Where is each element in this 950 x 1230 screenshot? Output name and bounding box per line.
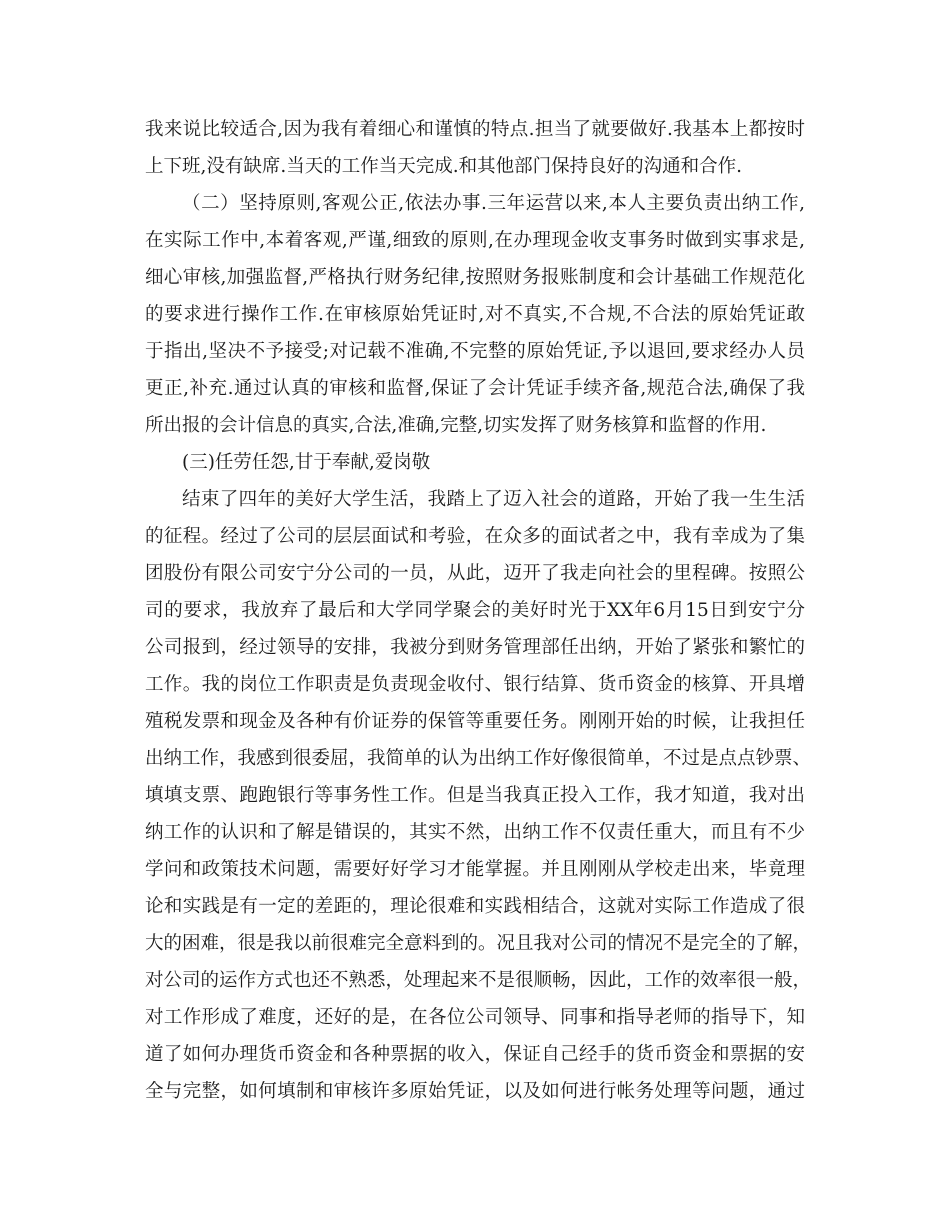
body-text-line: 司的要求，我放弃了最后和大学同学聚会的美好时光于XX年6月15日到安宁分 (145, 600, 805, 621)
body-text-line: 纳工作的认识和了解是错误的，其实不然，出纳工作不仅责任重大，而且有不少 (145, 822, 805, 843)
body-text-line: 填填支票、跑跑银行等事务性工作。但是当我真正投入工作，我才知道，我对出 (145, 785, 805, 806)
body-text-line: 在实际工作中,本着客观,严谨,细致的原则,在办理现金收支事务时做到实事求是, (145, 230, 805, 251)
body-text-line: 道了如何办理货币资金和各种票据的收入，保证自己经手的货币资金和票据的安 (145, 1044, 805, 1065)
body-text-line: 上下班,没有缺席.当天的工作当天完成.和其他部门保持良好的沟通和合作. (145, 156, 743, 177)
body-text-line: 学问和政策技术问题，需要好好学习才能掌握。并且刚刚从学校走出来，毕竟理 (145, 859, 805, 880)
body-text-line: 大的困难，很是我以前很难完全意料到的。况且我对公司的情况不是完全的了解， (145, 933, 812, 954)
section-heading-line: （二）坚持原则,客观公正,依法办事.三年运营以来,本人主要负责出纳工作, (182, 193, 805, 214)
body-text-line: 更正,补充.通过认真的审核和监督,保证了会计凭证手续齐备,规范合法,确保了我 (145, 378, 805, 399)
body-text-line: 于指出,坚决不予接受;对记载不准确,不完整的原始凭证,予以退回,要求经办人员 (145, 341, 805, 362)
body-text-line: 对公司的运作方式也还不熟悉，处理起来不是很顺畅，因此，工作的效率很一般， (145, 970, 812, 991)
body-text-line: 论和实践是有一定的差距的，理论很难和实践相结合，这就对实际工作造成了很 (145, 896, 805, 917)
body-text-line: 我来说比较适合,因为我有着细心和谨慎的特点.担当了就要做好.我基本上都按时 (145, 119, 805, 140)
body-text-line: 出纳工作，我感到很委屈，我简单的认为出纳工作好像很简单，不过是点点钞票、 (145, 748, 812, 769)
body-text-line: 的要求进行操作工作.在审核原始凭证时,对不真实,不合规,不合法的原始凭证敢 (145, 304, 805, 325)
body-text-line: 结束了四年的美好大学生活，我踏上了迈入社会的道路，开始了我一生生活 (182, 489, 805, 510)
section-heading-line: (三)任劳任怨,甘于奉献,爱岗敬 (182, 452, 431, 473)
body-text-line: 的征程。经过了公司的层层面试和考验，在众多的面试者之中，我有幸成为了集 (145, 526, 805, 547)
body-text-line: 对工作形成了难度，还好的是，在各位公司领导、同事和指导老师的指导下，知 (145, 1007, 805, 1028)
body-text-line: 细心审核,加强监督,严格执行财务纪律,按照财务报账制度和会计基础工作规范化 (145, 267, 805, 288)
body-text-line: 所出报的会计信息的真实,合法,准确,完整,切实发挥了财务核算和监督的作用. (145, 415, 767, 436)
body-text-line: 团股份有限公司安宁分公司的一员，从此，迈开了我走向社会的里程碑。按照公 (145, 563, 805, 584)
body-text-line: 全与完整，如何填制和审核许多原始凭证，以及如何进行帐务处理等问题，通过 (145, 1081, 805, 1102)
body-text-line: 工作。我的岗位工作职责是负责现金收付、银行结算、货币资金的核算、开具增 (145, 674, 805, 695)
body-text-line: 公司报到，经过领导的安排，我被分到财务管理部任出纳，开始了紧张和繁忙的 (145, 637, 805, 658)
body-text-line: 殖税发票和现金及各种有价证券的保管等重要任务。刚刚开始的时候，让我担任 (145, 711, 805, 732)
